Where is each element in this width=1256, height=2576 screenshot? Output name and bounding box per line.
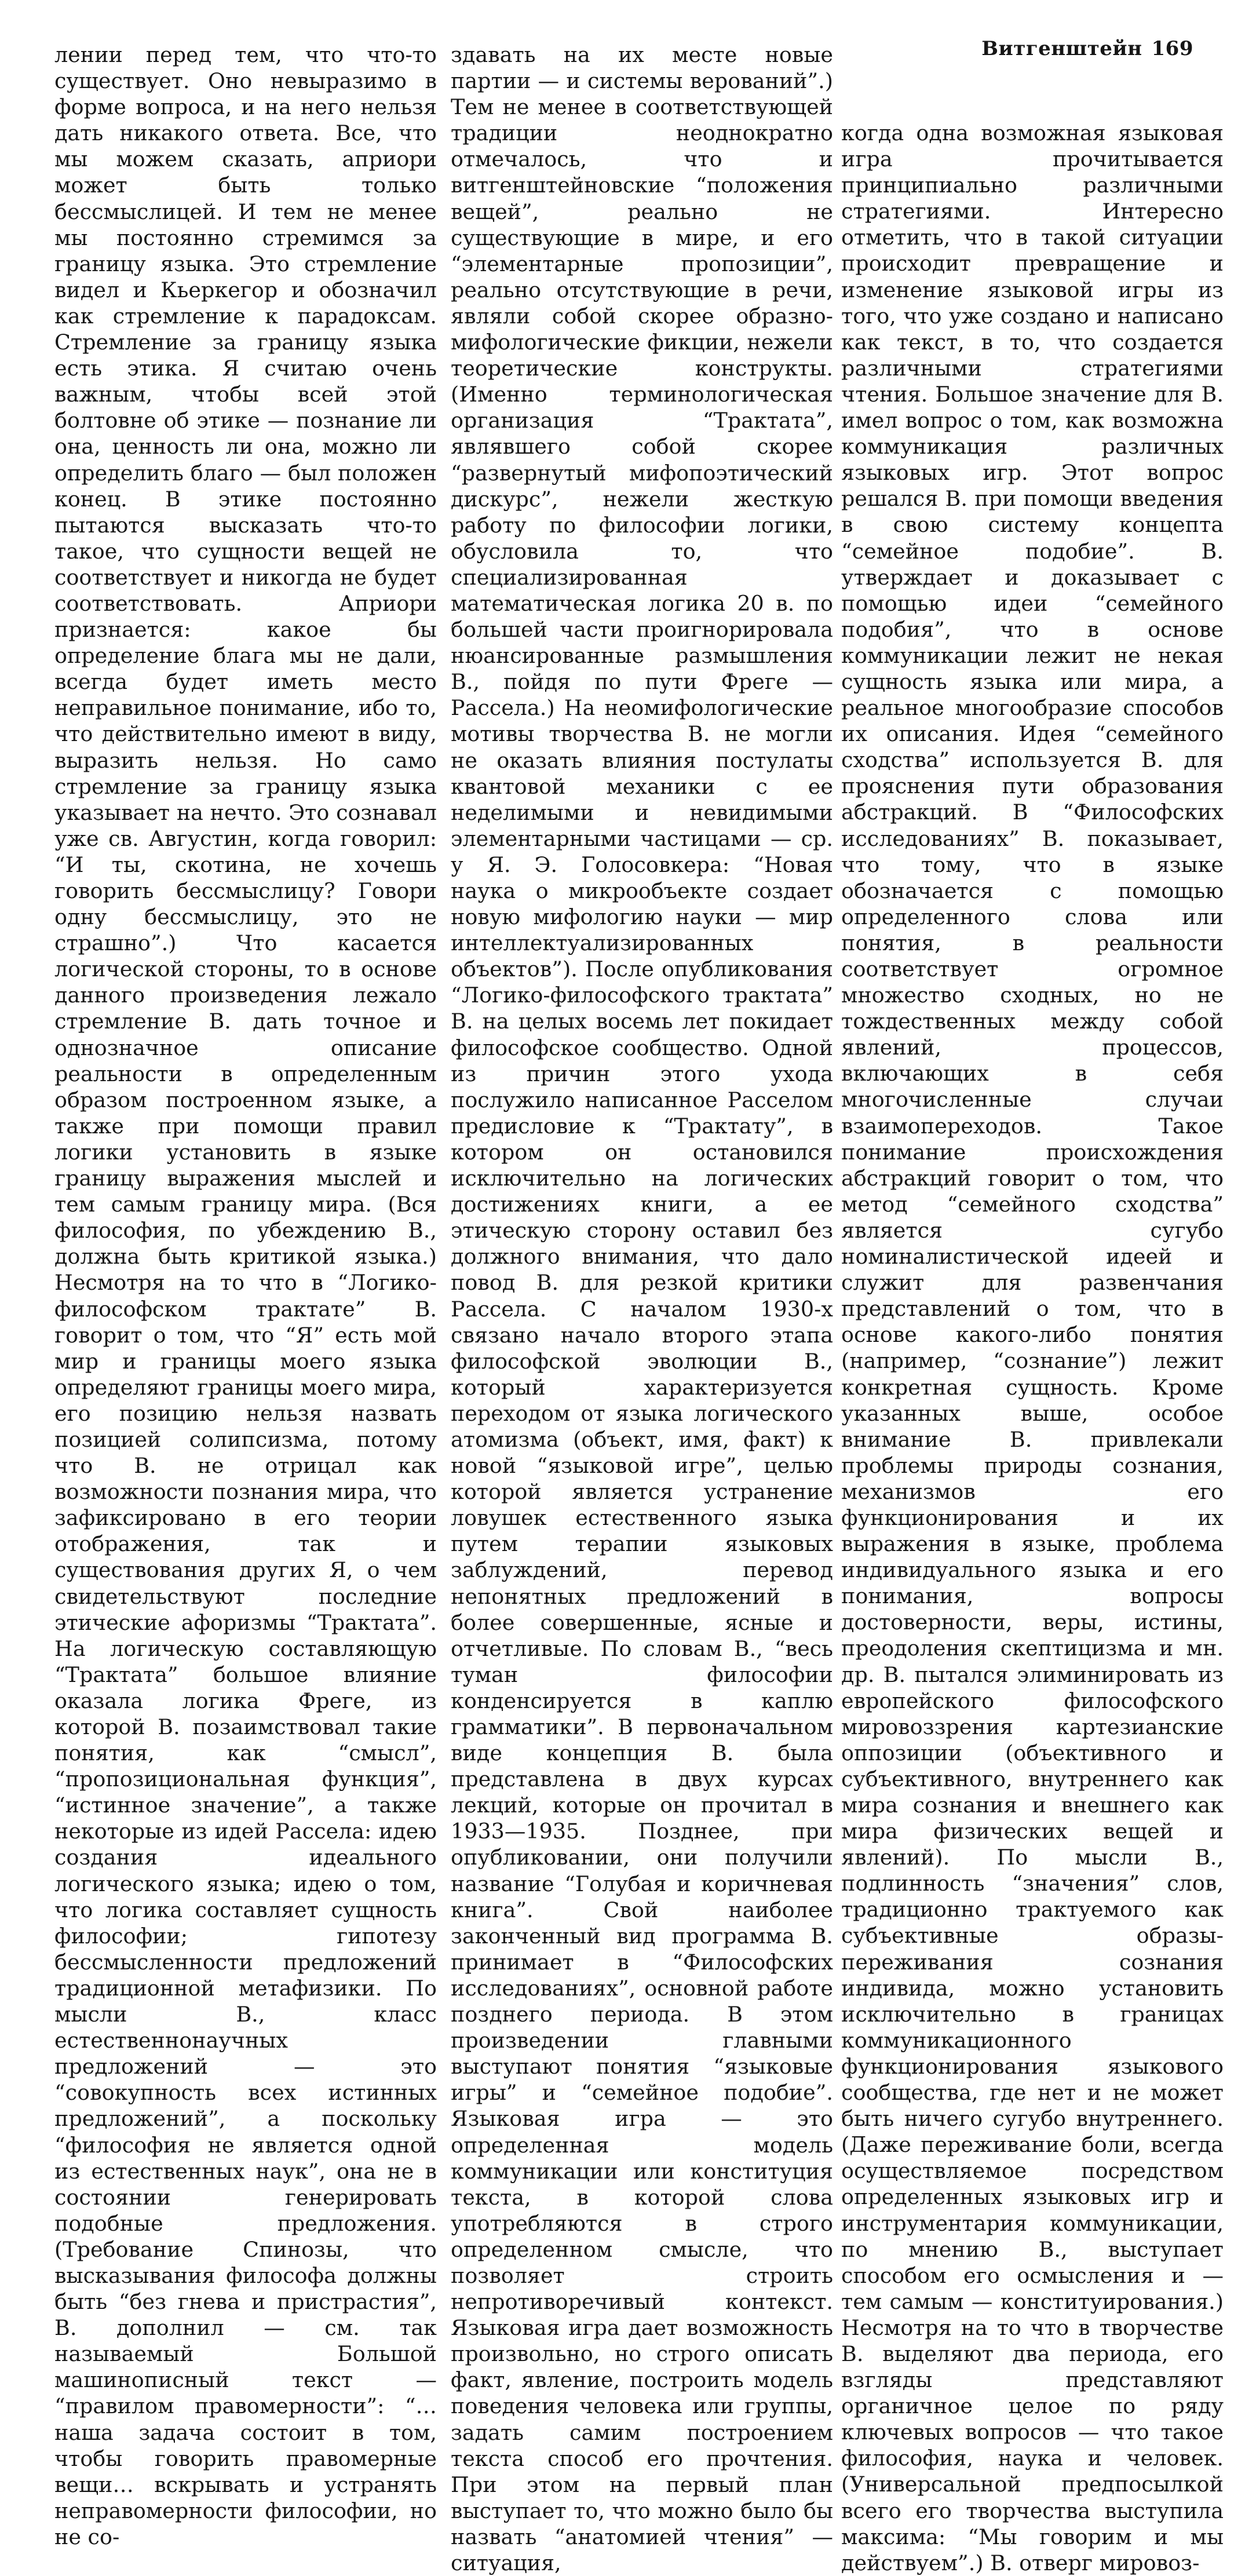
text-column-3 bbox=[841, 120, 1224, 2576]
header-title: Витгенштейн bbox=[981, 37, 1142, 60]
column-1-text: лении перед тем, что что-то существует. Оно невыразимо в форме вопроса, и на него нельзя дать никакого ответа. Все, что мы можем сказать, априори может быть только бессмыслицей. И тем не менее мы постоянно стремимся за границу языка. Это стремление видел и Кьеркегор и обозначил как стремление к парадоксам. Стремление за границу языка есть этика. Я считаю очень важным, чтобы всей этой болтовне об этике — познание ли она, ценность ли она, можно ли определить благо — был положен конец. В этике постоянно пытаются высказать что-то такое, что сущности вещей не соответствует и никогда не будет соответствовать. Априори признается: какое бы определение блага мы не дали, всегда будет иметь место неправильное понимание, ибо то, что действительно имеют в виду, выразить нельзя. Но само стремление за границу языка указывает на нечто. Это сознавал уже св. Августин, когда говорил: “И ты, скотина, не хочешь говорить бессмыслицу? Говори одну бессмыслицу, это не страшно”.) Что касается логической стороны, то в основе данного произведения лежало стремление В. дать точное и однозначное описание реальности в определенным образом построенном языке, а также при помощи правил логики установить в языке границу выражения мыслей и тем самым границу мира. (Вся философия, по убеждению В., должна быть критикой языка.) Несмотря на то что в “Логико-философском трактате” В. говорит о том, что “Я” есть мой мир и границы моего языка определяют границы моего мира, его позицию нельзя назвать позицией солипсизма, потому что В. не отрицал как возможности познания мира, что зафиксировано в его теории отображения, так и существования других Я, о чем свидетельствуют последние этические афоризмы “Трактата”. На логическую составляющую “Трактата” большое влияние оказала логика Фреге, из которой В. позаимствовал такие понятия, как “смысл”, “пропозициональная функция”, “истинное значение”, а также некоторые из идей Рассела: идею создания идеального логического языка; идею о том, что логика составляет сущность философии; гипотезу бессмысленности предложений традиционной метафизики. По мысли В., класс естественнонаучных предложений — это “совокупность всех истинных предложений”, а поскольку “философия не является одной из естественных наук”, она не в состоянии генерировать подобные предложения. (Требование Спинозы, что высказывания философа должны быть “без гнева и пристрастия”, В. дополнил — см. так называемый Большой машинописный текст — “правилом правомерности”: “…наша задача состоит в том, чтобы говорить правомерные вещи… вскрывать и устранять неправомерности философии, но не со- bbox=[54, 42, 437, 2549]
column-3-text: когда одна возможная языковая игра прочитывается принципиально различными стратегиями. Интересно отметить, что в такой ситуации происходит превращение и изменение языковой игры из того, что уже создано и написано как текст, в то, что создается различными стратегиями чтения. Большое значение для В. имел вопрос о том, как возможна коммуникация различных языковых игр. Этот вопрос решался В. при помощи введения в свою систему концепта “семейное подобие”. В. утверждает и доказывает с помощью идеи “семейного подобия”, что в основе коммуникации лежит не некая сущность языка или мира, а реальное многообразие способов их описания. Идея “семейного сходства” используется В. для прояснения пути образования абстракций. В “Философских исследованиях” В. показывает, что тому, что в языке обозначается с помощью определенного слова или понятия, в реальности соответствует огромное множество сходных, но не тождественных между собой явлений, процессов, включающих в себя многочисленные случаи взаимопереходов. Такое понимание происхождения абстракций говорит о том, что метод “семейного сходства” является сугубо номиналистической идеей и служит для развенчания представлений о том, что в основе какого-либо понятия (например, “сознание”) лежит конкретная сущность. Кроме указанных выше, особое внимание В. привлекали проблемы природы сознания, механизмов его функционирования и их выражения в языке, проблема индивидуального языка и его понимания, вопросы достоверности, веры, истины, преодоления скептицизма и мн. др. В. пытался элиминировать из европейского философского мировоззрения картезианские оппозиции (объективного и субъективного, внутреннего как мира сознания и внешнего как мира физических вещей и явлений). По мысли В., подлинность “значения” слов, традиционно трактуемого как субъективные образы-переживания сознания индивида, можно установить исключительно в границах коммуникационного функционирования языкового сообщества, где нет и не может быть ничего сугубо внутреннего. (Даже переживание боли, всегда осуществляемое посредством определенных языковых игр и инструментария коммуникации, по мнению В., выступает способом его осмысления и — тем самым — конституирования.) Несмотря на то что в творчестве В. выделяют два периода, его взгляды представляют органичное целое по ряду ключевых вопросов — что такое философия, наука и человек. (Универсальной предпосылкой всего его творчества выступила максима: “Мы говорим и мы действуем”.) В. отверг мировоз- bbox=[841, 121, 1224, 2575]
column-2-text: здавать на их месте новые партии — и системы верований”.) Тем не менее в соответствующей традиции неоднократно отмечалось, что и витгенштейновские “положения вещей”, реально не существующие в мире, и его “элементарные пропозиции”, реально отсутствующие в речи, являли собой скорее образно-мифологические фикции, нежели теоретические конструкты. (Именно терминологическая организация “Трактата”, являвшего собой скорее “развернутый мифопоэтический дискурс”, нежели жесткую работу по философии логики, обусловила то, что специализированная математическая логика 20 в. по большей части проигнорировала нюансированные размышления В., пойдя по пути Фреге — Рассела.) На неомифологические мотивы творчества В. не могли не оказать влияния постулаты квантовой механики с ее неделимыми и невидимыми элементарными частицами — ср. у Я. Э. Голосовкера: “Новая наука о микрообъекте создает новую мифологию науки — мир интеллектуализированных объектов”). После опубликования “Логико-философского трактата” В. на целых восемь лет покидает философское сообщество. Одной из причин этого ухода послужило написанное Расселом предисловие к “Трактату”, в котором он остановился исключительно на логических достижениях книги, а ее этическую сторону оставил без должного внимания, что дало повод В. для резкой критики Рассела. С началом 1930-х связано начало второго этапа философской эволюции В., который характеризуется переходом от языка логического атомизма (объект, имя, факт) к новой “языковой игре”, целью которой является устранение ловушек естественного языка путем терапии языковых заблуждений, перевод непонятных предложений в более совершенные, ясные и отчетливые. По словам В., “весь туман философии конденсируется в каплю грамматики”. В первоначальном виде концепция В. была представлена в двух курсах лекций, которые он прочитал в 1933—1935. Позднее, при опубликовании, они получили название “Голубая и коричневая книга”. Свой наиболее законченный вид программа В. принимает в “Философских исследованиях”, основной работе позднего периода. В этом произведении главными выступают понятия “языковые игры” и “семейное подобие”. Языковая игра — это определенная модель коммуникации или конституция текста, в которой слова употребляются в строго определенном смысле, что позволяет строить непротиворечивый контекст. Языковая игра дает возможность произвольно, но строго описать факт, явление, построить модель поведения человека или группы, задать самим построением текста способ его прочтения. При этом на первый план выступает то, что можно было бы назвать “анатомией чтения” — ситуация, bbox=[451, 42, 833, 2575]
text-column-1 bbox=[54, 42, 437, 2550]
running-header bbox=[981, 37, 1193, 60]
text-column-2 bbox=[451, 42, 833, 2576]
page-number: 169 bbox=[1151, 37, 1193, 60]
